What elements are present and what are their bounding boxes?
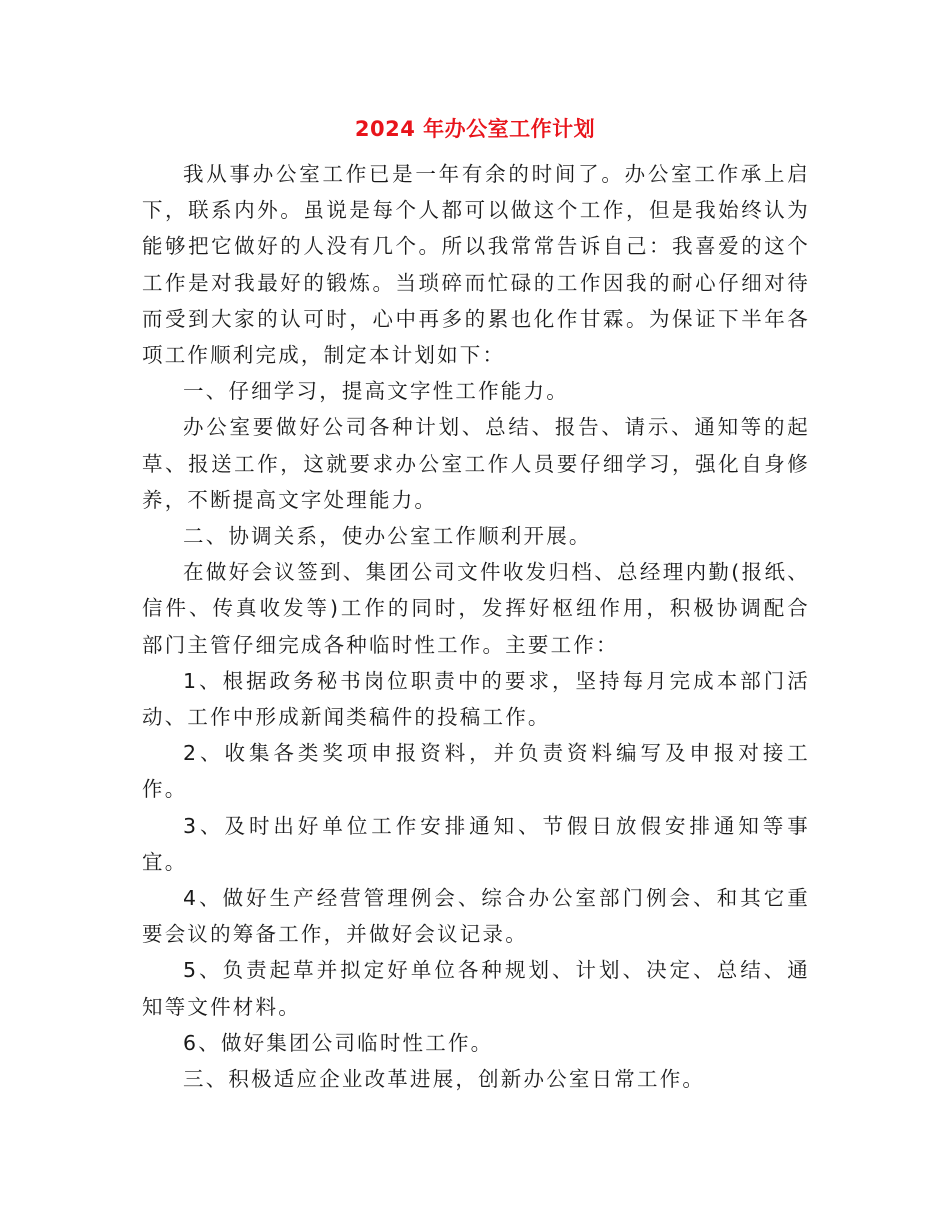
- document-title: 2024 年办公室工作计划: [354, 117, 596, 141]
- list-item: 2、收集各类奖项申报资料，并负责资料编写及申报对接工作。: [142, 741, 810, 802]
- paragraph-intro: 我从事办公室工作已是一年有余的时间了。办公室工作承上启下，联系内外。虽说是每个人都可以做这个工作，但是我始终认为能够把它做好的人没有几个。所以我常常告诉自己：我喜爱的这个工作是对我最好的锻炼。当琐碎而忙碌的工作因我的耐心仔细对待而受到大家的认可时，心中再多的累也化作甘霖。为保证下半年各项工作顺利完成，制定本计划如下：: [142, 162, 810, 368]
- list-item: 3、及时出好单位工作安排通知、节假日放假安排通知等事宜。: [142, 813, 810, 874]
- list-item: 6、做好集团公司临时性工作。: [183, 1030, 494, 1055]
- section-heading-3: 三、积极适应企业改革进展，创新办公室日常工作。: [183, 1067, 706, 1092]
- list-item: 1、根据政务秘书岗位职责中的要求，坚持每月完成本部门活动、工作中形成新闻类稿件的投稿工作。: [142, 668, 810, 730]
- document-body: [142, 156, 810, 1097]
- paragraph: 办公室要做好公司各种计划、总结、报告、请示、通知等的起草、报送工作，这就要求办公室工作人员要仔细学习，强化自身修养，不断提高文字处理能力。: [142, 415, 810, 512]
- paragraph: 在做好会议签到、集团公司文件收发归档、总经理内勤(报纸、信件、传真收发等)工作的同时，发挥好枢纽作用，积极协调配合部门主管仔细完成各种临时性工作。主要工作：: [142, 560, 810, 657]
- list-item: 4、做好生产经营管理例会、综合办公室部门例会、和其它重要会议的筹备工作，并做好会议记录。: [142, 886, 810, 947]
- section-heading-1: 一、仔细学习，提高文字性工作能力。: [183, 379, 569, 404]
- section-heading-2: 二、协调关系，使办公室工作顺利开展。: [183, 524, 592, 549]
- list-item: 5、负责起草并拟定好单位各种规划、计划、决定、总结、通知等文件材料。: [142, 958, 810, 1019]
